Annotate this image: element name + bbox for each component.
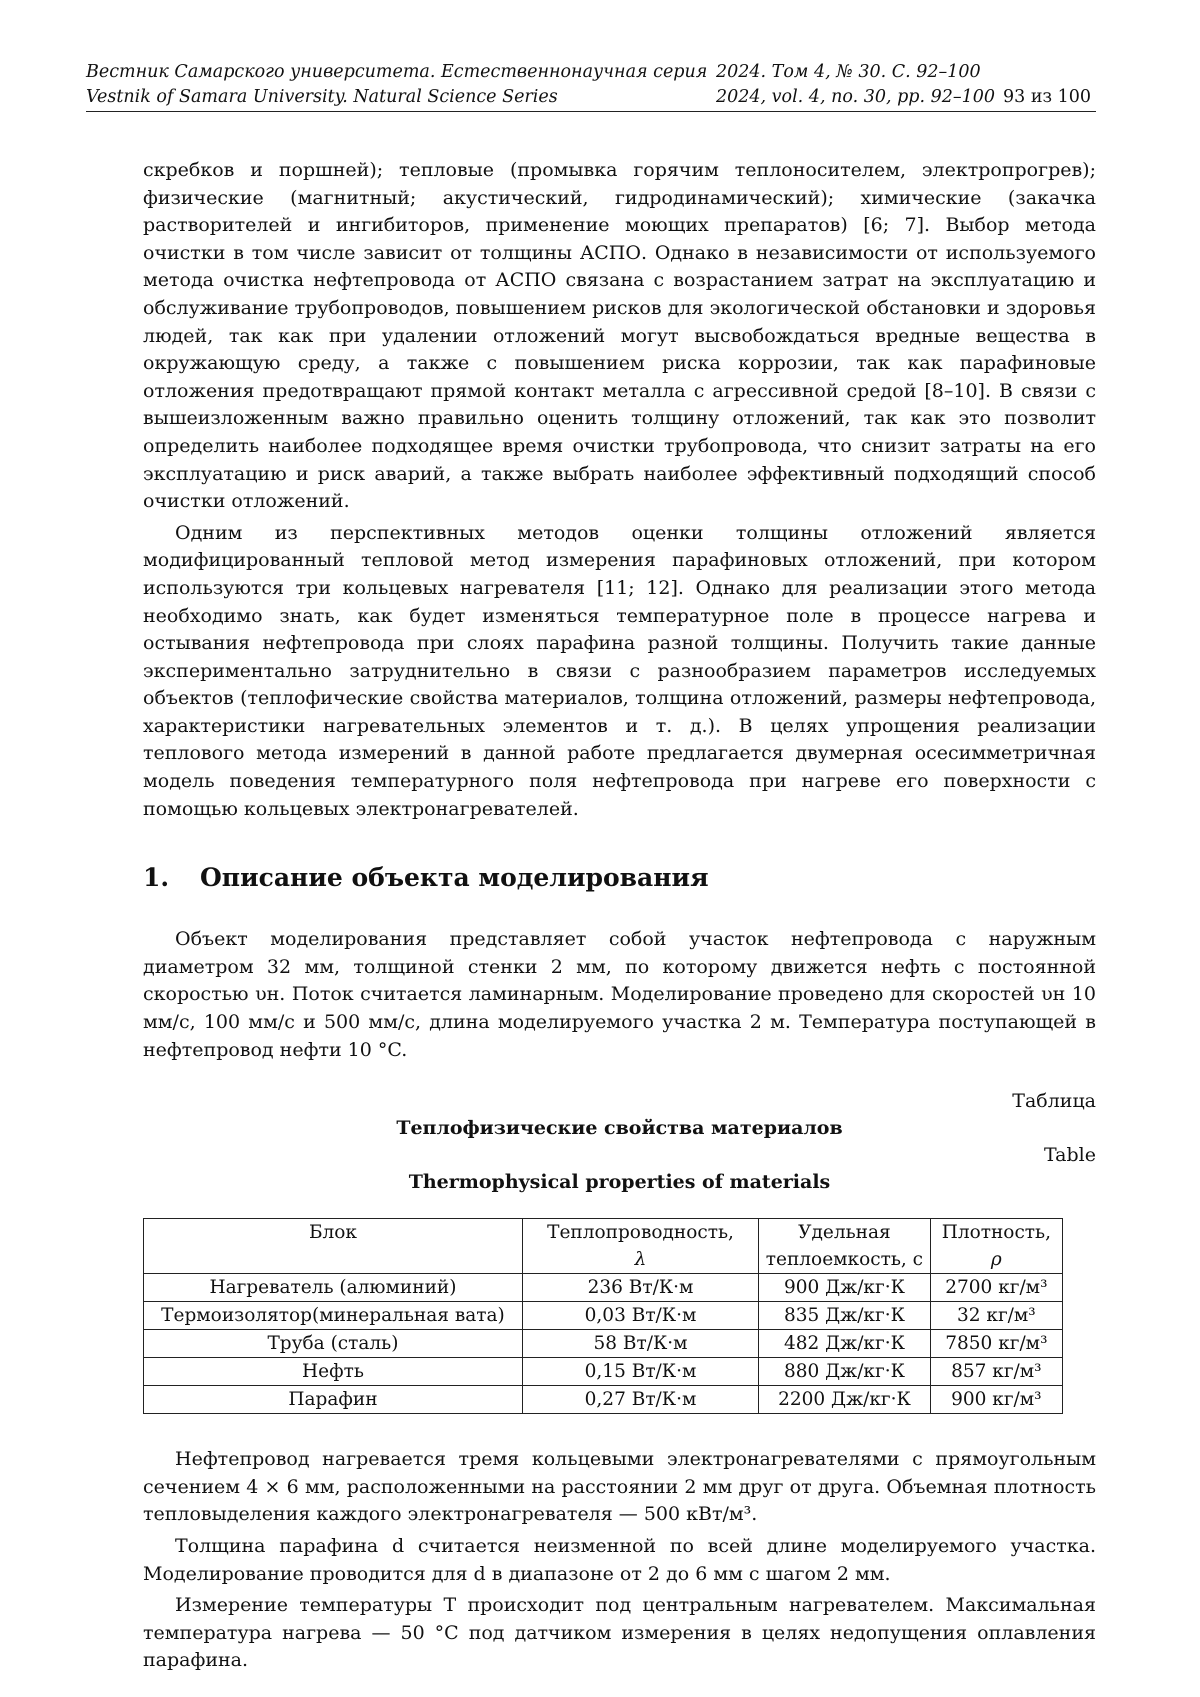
table-title-en: Thermophysical properties of materials: [408, 1171, 831, 1194]
table-row: [144, 1274, 1063, 1302]
table-header-cell: Плотность, ρ: [930, 1219, 1062, 1274]
table-cell: 482 Дж/кг·К: [759, 1330, 931, 1358]
page-counter: 93 из 100: [1003, 87, 1092, 107]
table-cell: Нефть: [144, 1358, 523, 1386]
table-cell: 0,03 Вт/К·м: [522, 1302, 758, 1330]
table-cell: Парафин: [144, 1386, 523, 1414]
table-cell: 0,15 Вт/К·м: [522, 1358, 758, 1386]
table-cell: 2700 кг/м³: [930, 1274, 1062, 1302]
table-cell: Термоизолятор(минеральная вата): [144, 1302, 523, 1330]
body-paragraph: Объект моделирования представляет собой участок нефтепровода с наружным диаметром 32 мм, толщиной стенки 2 мм, по которому движется нефть с постоянной скоростью υн. Поток считается ламинарным. Моделирование проведено для скоростей υн 10 мм/с, 100 мм/с и 500 мм/с, длина моделируемого участка 2 м. Температура поступающей в нефтепровод нефти 10 °C.: [143, 928, 1096, 1061]
table-cell: 857 кг/м³: [930, 1358, 1062, 1386]
properties-table: [143, 1218, 1063, 1414]
citation-ru: 2024. Том 4, № 30. С. 92–100: [716, 62, 981, 82]
page-content: [143, 157, 1096, 1675]
table-cell: 236 Вт/К·м: [522, 1274, 758, 1302]
header-rule: [86, 111, 1096, 112]
table-row: [144, 1386, 1063, 1414]
table-label-en: Table: [1043, 1144, 1096, 1167]
table-cell: 900 Дж/кг·К: [759, 1274, 931, 1302]
body-paragraph: Одним из перспективных методов оценки толщины отложений является модифицированный тепловой метод измерения парафиновых отложений, при котором используются три кольцевых нагревателя [11; 12]. Однако для реализации этого метода необходимо знать, как будет изменяться температурное поле в процессе нагрева и остывания нефтепровода при слоях парафина разной толщины. Получить такие данные экспериментально затруднительно в связи с разнообразием параметров исследуемых объектов (теплофические свойства материалов, толщина отложений, размеры нефтепровода, характеристики нагревательных элементов и т. д.). В целях упрощения реализации теплового метода измерений в данной работе предлагается двумерная осесимметричная модель поведения температурного поля нефтепровода при нагреве его поверхности с помощью кольцевых электронагревателей.: [143, 521, 1096, 820]
journal-title-ru: Вестник Самарского университета. Естественнонаучная серия: [86, 62, 708, 82]
journal-title-en: Vestnik of Samara University. Natural Science Series: [86, 87, 558, 107]
table-cell: 2200 Дж/кг·К: [759, 1386, 931, 1414]
table-title-ru: Теплофизические свойства материалов: [396, 1117, 843, 1140]
table-row: [144, 1358, 1063, 1386]
table-row: [144, 1330, 1063, 1358]
body-paragraph: Измерение температуры T происходит под центральным нагревателем. Максимальная температура нагрева — 50 °C под датчиком измерения в целях недопущения оплавления парафина.: [143, 1594, 1096, 1672]
table-cell: 32 кг/м³: [930, 1302, 1062, 1330]
table-cell: 900 кг/м³: [930, 1386, 1062, 1414]
table-cell: 7850 кг/м³: [930, 1330, 1062, 1358]
citation-en: 2024, vol. 4, no. 30, pp. 92–100: [716, 87, 996, 107]
table-cell: Труба (сталь): [144, 1330, 523, 1358]
table-header-cell: Блок: [144, 1219, 523, 1274]
table-cell: Нагреватель (алюминий): [144, 1274, 523, 1302]
body-paragraph: Нефтепровод нагревается тремя кольцевыми электронагревателями с прямоугольным сечением 4 × 6 мм, расположенными на расстоянии 2 мм друг от друга. Объемная плотность тепловыделения каждого электронагревателя — 500 кВт/м³.: [143, 1448, 1096, 1526]
table-header-cell: Теплопроводность, λ: [522, 1219, 758, 1274]
table-cell: 58 Вт/К·м: [522, 1330, 758, 1358]
table-cell: 835 Дж/кг·К: [759, 1302, 931, 1330]
running-header: [86, 60, 1096, 110]
table-cell: 0,27 Вт/К·м: [522, 1386, 758, 1414]
table-header-cell: Удельная теплоемкость, c: [759, 1219, 931, 1274]
table-header-row: [144, 1219, 1063, 1274]
table-cell: 880 Дж/кг·К: [759, 1358, 931, 1386]
section-number: 1.: [143, 863, 170, 893]
body-paragraph: скребков и поршней); тепловые (промывка горячим теплоносителем, электропрогрев); физические (магнитный; акустический, гидродинамический); химические (закачка растворителей и ингибиторов, применение моющих препаратов) [6; 7]. Выбор метода очистки в том числе зависит от толщины АСПО. Однако в независимости от используемого метода очистка нефтепровода от АСПО связана с возрастанием затрат на эксплуатацию и обслуживание трубопроводов, повышением рисков для экологической обстановки и здоровья людей, так как при удалении отложений могут высвобождаться вредные вещества в окружающую среду, а также с повышением риска коррозии, так как парафиновые отложения предотвращают прямой контакт металла с агрессивной средой [8–10]. В связи с вышеизложенным важно правильно оценить толщину отложений, так как это позволит определить наиболее подходящее время очистки трубопровода, что снизит затраты на его эксплуатацию и риск аварий, а также выбрать наиболее эффективный подходящий способ очистки отложений.: [143, 159, 1096, 513]
section-title: Описание объекта моделирования: [200, 863, 709, 893]
table-label-ru: Таблица: [1012, 1090, 1096, 1113]
section-heading: [143, 863, 1096, 892]
table-row: [144, 1302, 1063, 1330]
body-paragraph: Толщина парафина d считается неизменной по всей длине моделируемого участка. Моделирование проводится для d в диапазоне от 2 до 6 мм с шагом 2 мм.: [143, 1535, 1096, 1585]
